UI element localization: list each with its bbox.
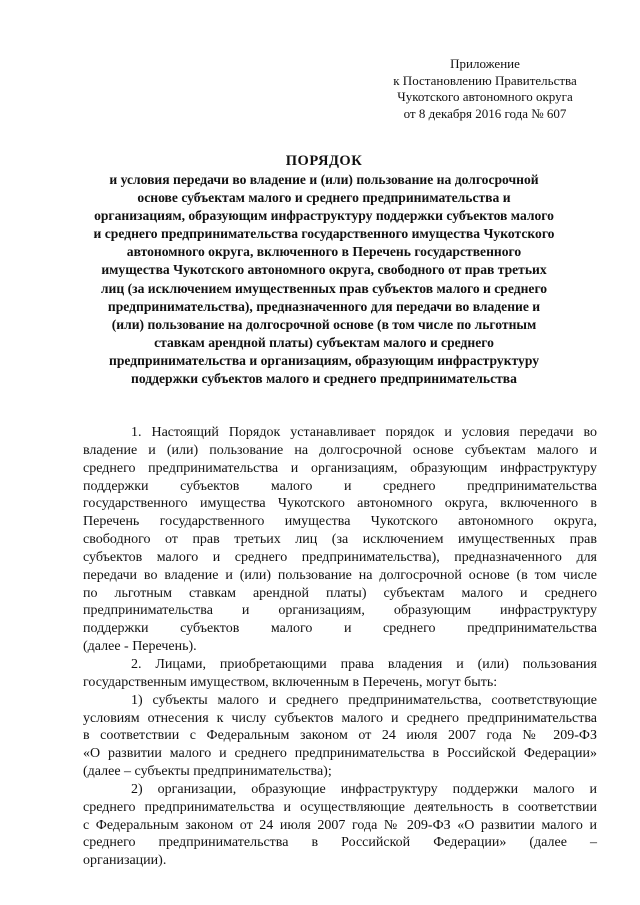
appendix-line: от 8 декабря 2016 года № 607 xyxy=(403,105,567,121)
text-line: поддержки субъектов малого и среднего предпринимательства xyxy=(83,621,597,637)
text-line: Перечень государственного имущества Чукотского автономного округа, xyxy=(83,514,597,530)
subtitle-line: (или) пользование на долгосрочной основе (в том числе по льготным xyxy=(111,316,537,332)
appendix-header xyxy=(380,56,590,122)
text-line: поддержки субъектов малого и среднего предпринимательства xyxy=(83,478,597,494)
appendix-line: Приложение xyxy=(450,56,520,71)
document-title: ПОРЯДОК xyxy=(285,153,363,169)
text-line: свободного от прав третьих лиц (за исключением имущественных прав xyxy=(83,532,597,548)
text-line: предпринимательства и организациям, образующим инфраструктуру xyxy=(83,603,597,619)
subtitle-line: организациям, образующим инфраструктуру поддержки субъектов малого xyxy=(94,208,554,224)
text-line: передачи во владение и (или) пользование на долгосрочной основе (в том числе xyxy=(83,567,597,583)
document-subtitle xyxy=(74,171,574,388)
appendix-line: к Постановлению Правительства xyxy=(393,72,577,88)
appendix-line: Чукотского автономного округа xyxy=(397,89,573,104)
text-line: 1. Настоящий Порядок устанавливает порядок и условия передачи во xyxy=(131,425,597,440)
subtitle-line: и среднего предпринимательства государственного имущества Чукотского xyxy=(93,226,555,242)
paragraph-2-2 xyxy=(83,781,597,870)
text-line: 1) субъекты малого и среднего предпринимательства, соответствующие xyxy=(131,692,597,708)
paragraph-2 xyxy=(83,656,597,692)
subtitle-line: предпринимательства и организациям, образующим инфраструктуру xyxy=(108,352,540,368)
text-line: организации). xyxy=(83,853,167,869)
text-line: субъектов малого и среднего предпринимательства), предназначенного для xyxy=(83,549,597,565)
text-line: с Федеральным законом от 24 июля 2007 года № 209-ФЗ «О развитии малого и xyxy=(83,817,597,833)
document-body xyxy=(83,424,597,870)
text-line: владение и (или) пользование на долгосрочной основе субъектам малого и xyxy=(83,442,597,458)
text-line: (далее – субъекты предпринимательства); xyxy=(83,764,332,780)
text-line: 2) организации, образующие инфраструктуру поддержки малого и xyxy=(131,781,597,797)
subtitle-line: лиц (за исключением имущественных прав субъектов малого и среднего xyxy=(100,280,548,296)
text-line: в соответствии с Федеральным законом от 24 июля 2007 года № 209-ФЗ xyxy=(83,728,597,744)
text-line: среднего предпринимательства и осуществляющие деятельность в соответствии xyxy=(83,799,597,815)
subtitle-line: предпринимательства), предназначенного для передачи во владение и xyxy=(107,298,541,314)
subtitle-line: и условия передачи во владение и (или) пользование на долгосрочной xyxy=(109,172,539,187)
text-line: среднего предпринимательства и организациям, образующим инфраструктуру xyxy=(83,460,597,476)
subtitle-line: ставкам арендной платы) субъектам малого и среднего xyxy=(154,334,494,350)
subtitle-line: основе субъектам малого и среднего предпринимательства и xyxy=(137,190,511,206)
text-line: по льготным ставкам арендной платы) субъектам малого и среднего xyxy=(83,585,597,601)
paragraph-2-1 xyxy=(83,692,597,781)
text-line: среднего предпринимательства в Российской Федерации» (далее – xyxy=(83,835,597,851)
subtitle-line: имущества Чукотского автономного округа, свободного от прав третьих xyxy=(101,262,547,278)
paragraph-1 xyxy=(83,424,597,656)
subtitle-line: автономного округа, включенного в Перечень государственного xyxy=(126,244,522,260)
text-line: 2. Лицами, приобретающими права владения и (или) пользования xyxy=(131,656,597,672)
subtitle-line: поддержки субъектов малого и среднего предпринимательства xyxy=(131,371,517,387)
text-line: условиям отнесения к числу субъектов малого и среднего предпринимательства xyxy=(83,710,597,726)
text-line: «О развитии малого и среднего предпринимательства в Российской Федерации» xyxy=(83,746,597,762)
text-line: государственного имущества Чукотского автономного округа, включенного в xyxy=(83,496,597,512)
text-line: государственным имуществом, включенным в Перечень, могут быть: xyxy=(83,674,498,690)
text-line: (далее - Перечень). xyxy=(83,639,197,655)
